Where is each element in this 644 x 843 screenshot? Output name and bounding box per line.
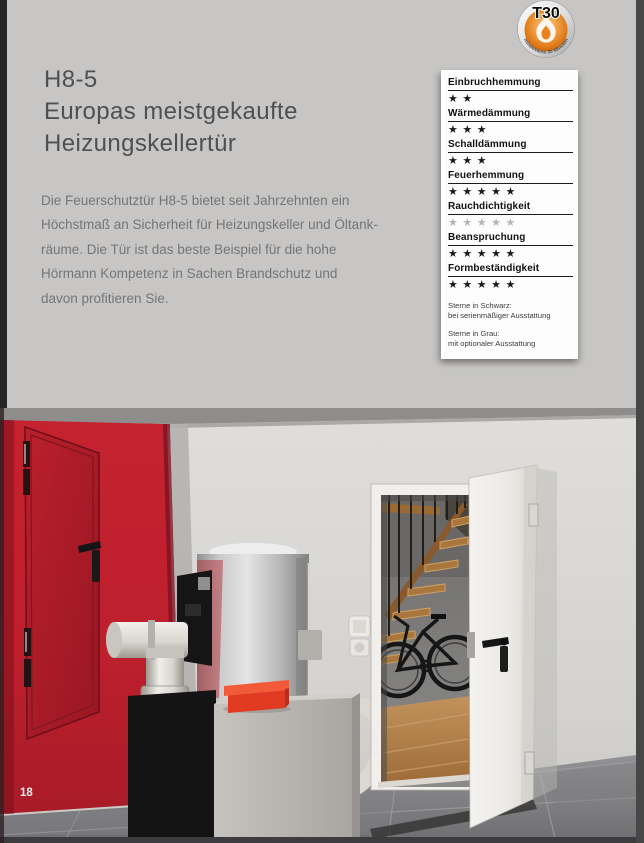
rating-item: [448, 77, 573, 105]
boiler-room-photo: [0, 408, 644, 843]
rating-label: Beanspruchung: [448, 232, 526, 243]
light-switch: [349, 616, 370, 656]
legend-gray-stars: Sterne in Grau: mit optionaler Ausstattung: [448, 329, 536, 348]
legend-black-stars: Sterne in Schwarz: bei serienmäßiger Ausstattung: [448, 301, 551, 320]
title-line-3: Heizungskellertür: [44, 130, 237, 157]
rating-label: Rauchdichtigkeit: [448, 201, 531, 212]
title-line-2: Europas meistgekaufte: [44, 98, 298, 125]
ratings-panel: [441, 70, 578, 359]
rating-divider: [448, 90, 573, 91]
rating-item: [448, 170, 573, 198]
rating-label: Formbeständigkeit: [448, 263, 540, 274]
pedestal: [214, 693, 360, 843]
rating-stars: ★★★★★: [448, 216, 520, 229]
hinge-bottom: [525, 752, 534, 774]
rating-divider: [448, 276, 573, 277]
rating-stars: ★★★: [448, 123, 492, 136]
rating-item: [448, 232, 573, 260]
rating-item: [448, 108, 573, 136]
badge-caption: mindestens 30 Minuten: [521, 37, 571, 56]
rating-label: Feuerhemmung: [448, 170, 525, 181]
boiler-bracket: [298, 630, 322, 660]
rating-item: [448, 201, 573, 229]
rating-divider: [448, 121, 573, 122]
rating-divider: [448, 183, 573, 184]
rating-label: Einbruchhemmung: [448, 77, 541, 88]
title-line-1: H8-5: [44, 66, 98, 93]
rating-label: Wärmedämmung: [448, 108, 531, 119]
page-number: 18: [20, 787, 33, 799]
rating-item: [448, 263, 573, 291]
black-base: [128, 690, 216, 843]
closed-red-door: [23, 427, 101, 739]
rating-label: Schalldämmung: [448, 139, 527, 150]
doorway: [371, 484, 481, 790]
rating-stars: ★★★★★: [448, 278, 520, 291]
stars-legend: [448, 301, 573, 348]
rating-stars: ★★★★★: [448, 247, 520, 260]
page-right-edge-bar: [636, 0, 644, 843]
rating-item: [448, 139, 573, 167]
page-left-edge-bar: [0, 0, 7, 408]
rating-stars: ★★★: [448, 154, 492, 167]
rating-divider: [448, 214, 573, 215]
rating-stars: ★★★★★: [448, 185, 520, 198]
rating-divider: [448, 152, 573, 153]
hinge-top: [529, 504, 538, 526]
rating-stars: ★★: [448, 92, 477, 105]
rating-divider: [448, 245, 573, 246]
t30-badge: [512, 0, 580, 61]
open-white-door: [467, 465, 538, 828]
badge-label: T30: [532, 5, 560, 22]
lock-plate: [467, 632, 475, 658]
intro-paragraph: Die Feuerschutztür H8-5 bietet seit Jahrzehnten ein Höchstmaß an Sicherheit für Heizungskeller und Öltank- räume. Die Tür ist das beste Beispiel für die hohe Hörmann Kompetenz in Sachen Brandschutz und davon profitieren Sie.: [41, 193, 378, 306]
page-title: [44, 64, 298, 160]
